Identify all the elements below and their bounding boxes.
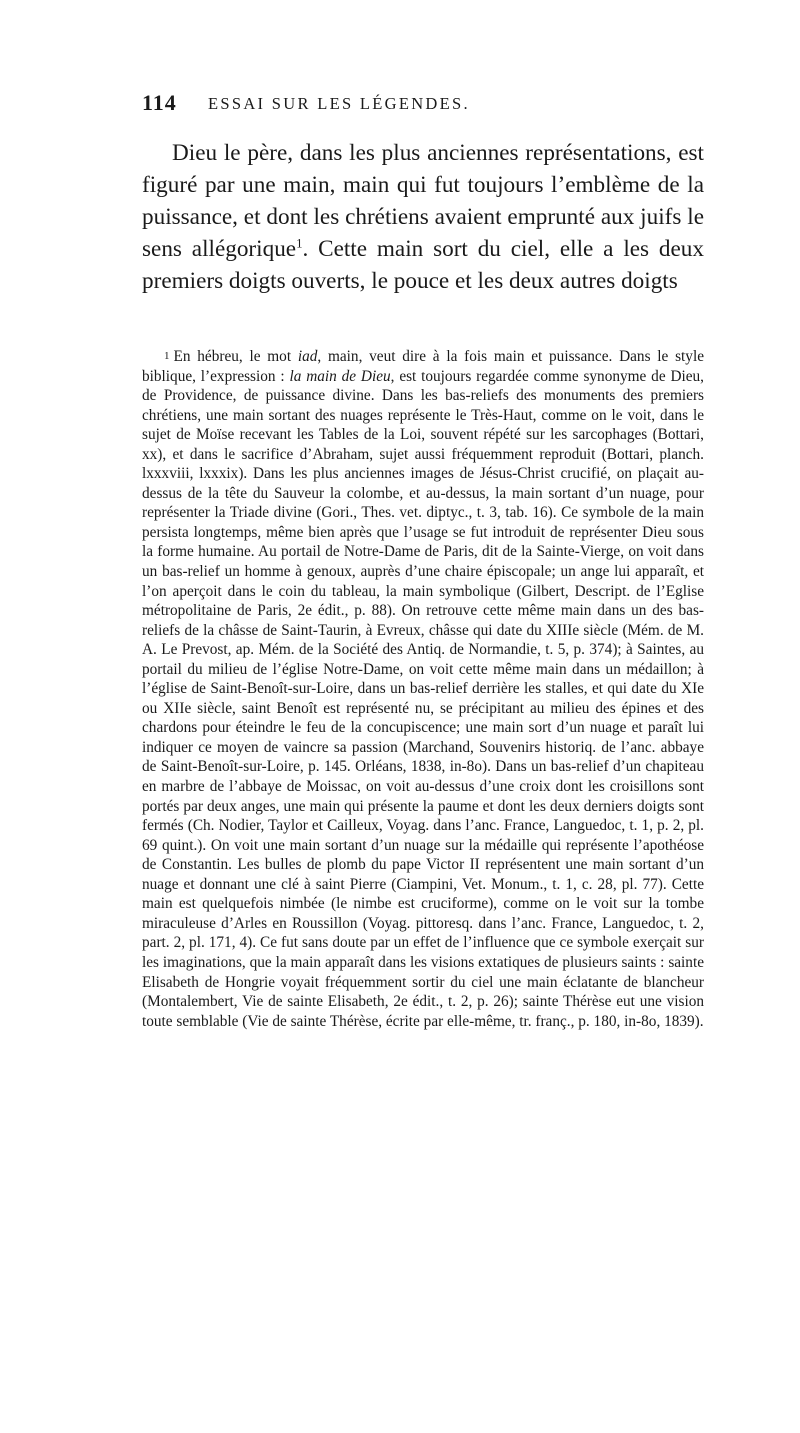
running-head xyxy=(142,90,702,120)
footnote-text-2: , main, veut dire à la fois main et puissance. Dans le style biblique, l’expression : xyxy=(142,348,704,385)
footnote-term-main-de-dieu: la main de Dieu xyxy=(289,367,391,385)
footnote-text-3: , est toujours regardée comme synonyme de Dieu, de Providence, de puissance divine. Dans les bas-reliefs des monuments des premiers chrétiens, une main sortant des nuages représente le Très-Haut, comme on le voit, dans le sujet de Moïse recevant les Tables de la Loi, souvent répété sur les sarcophages (Bottari, xx), et dans le sacrifice d’Abraham, sujet aussi fréquemment reproduit (Bottari, planch. lxxxviii, lxxxix). Dans les plus anciennes images de Jésus-Christ crucifié, on plaçait au-dessus de la tête du Sauveur la colombe, et au-dessus, la main sortant d’un nuage, pour représenter la Triade divine (Gori., Thes. vet. diptyc., t. 3, tab. 16). Ce symbole de la main persista longtemps, même bien après que l’usage se fut introduit de représenter Dieu sous la forme humaine. Au portail de Notre-Dame de Paris, dit de la Sainte-Vierge, on voit dans un bas-relief un homme à genoux, auprès d’une chaire épiscopale; un ange lui apparaît, et l’on aperçoit dans le coin du tableau, la main symbolique (Gilbert, Descript. de l’Eglise métropolitaine de Paris, 2e édit., p. 88). On retrouve cette même main dans un des bas-reliefs de la châsse de Saint-Taurin, à Evreux, châsse qui date du XIIIe siècle (Mém. de M. A. Le Prevost, ap. Mém. de la Société des Antiq. de Normandie, t. 5, p. 374); à Saintes, au portail du milieu de l’église Notre-Dame, on voit cette même main dans un médaillon; à l’église de Saint-Benoît-sur-Loire, dans un bas-relief derrière les stalles, et qui date du XIe ou XIIe siècle, saint Benoît est représenté nu, se précipitant au milieu des épines et des chardons pour éteindre le feu de la concupiscence; une main sort d’un nuage et paraît lui indiquer ce moyen de vaincre sa passion (Marchand, Souvenirs historiq. de l’anc. abbaye de Saint-Benoît-sur-Loire, p. 145. Orléans, 1838, in-8o). Dans un bas-relief d’un chapiteau en marbre de l’abbaye de Moissac, on voit au-dessus d’une croix dont les croisillons sont portés par deux anges, une main qui présente la paume et dont les deux derniers doigts sont fermés (Ch. Nodier, Taylor et Cailleux, Voyag. dans l’anc. France, Languedoc, t. 1, p. 2, pl. 69 quint.). On voit une main sortant d’un nuage sur la médaille qui représente l’apothéose de Constantin. Les bulles de plomb du pape Victor II représentent une main sortant d’un nuage et donnant une clé à saint Pierre (Ciampini, Vet. Monum., t. 1, c. 28, pl. 77). Cette main est quelquefois nimbée (le nimbe est cruciforme), comme on le voit sur la tombe miraculeuse d’Arles en Roussillon (Voyag. pittoresq. dans l’anc. France, Languedoc, t. 2, part. 2, pl. 171, 4). Ce fut sans doute par un effet de l’influence que ce symbole exerçait sur les imaginations, que la main apparaît dans les visions extatiques de plusieurs saints : sainte Elisabeth de Hongrie voyait fréquemment sortir du ciel une main éclatante de blancheur (Montalembert, Vie de sainte Elisabeth, 2e édit., t. 2, p. 26); sainte Thérèse eut une vision toute semblable (Vie de sainte Thérèse, écrite par elle-même, tr. franç., p. 180, in-8o, 1839). xyxy=(142,367,704,1030)
page-number: 114 xyxy=(142,90,177,115)
main-paragraph xyxy=(142,138,704,298)
main-paragraph-text-before: Dieu le père, dans les plus anciennes représentations, est figuré par une main, main qui fut toujours l’emblème de la puissance, et dont les chrétiens avaient emprunté aux juifs le sens allégorique xyxy=(142,140,704,262)
footnote xyxy=(142,347,704,1031)
footnote-marker: 1 xyxy=(164,350,170,362)
main-paragraph-text-after: . Cette main sort du ciel, elle a les deux premiers doigts ouverts, le pouce et les deux autres doigts xyxy=(142,235,704,294)
running-title: ESSAI SUR LES LÉGENDES. xyxy=(208,94,470,113)
footnote-reference[interactable]: 1 xyxy=(296,235,303,250)
footnote-term-iad: iad xyxy=(297,348,318,365)
footnote-text-1: En hébreu, le mot xyxy=(173,348,298,365)
